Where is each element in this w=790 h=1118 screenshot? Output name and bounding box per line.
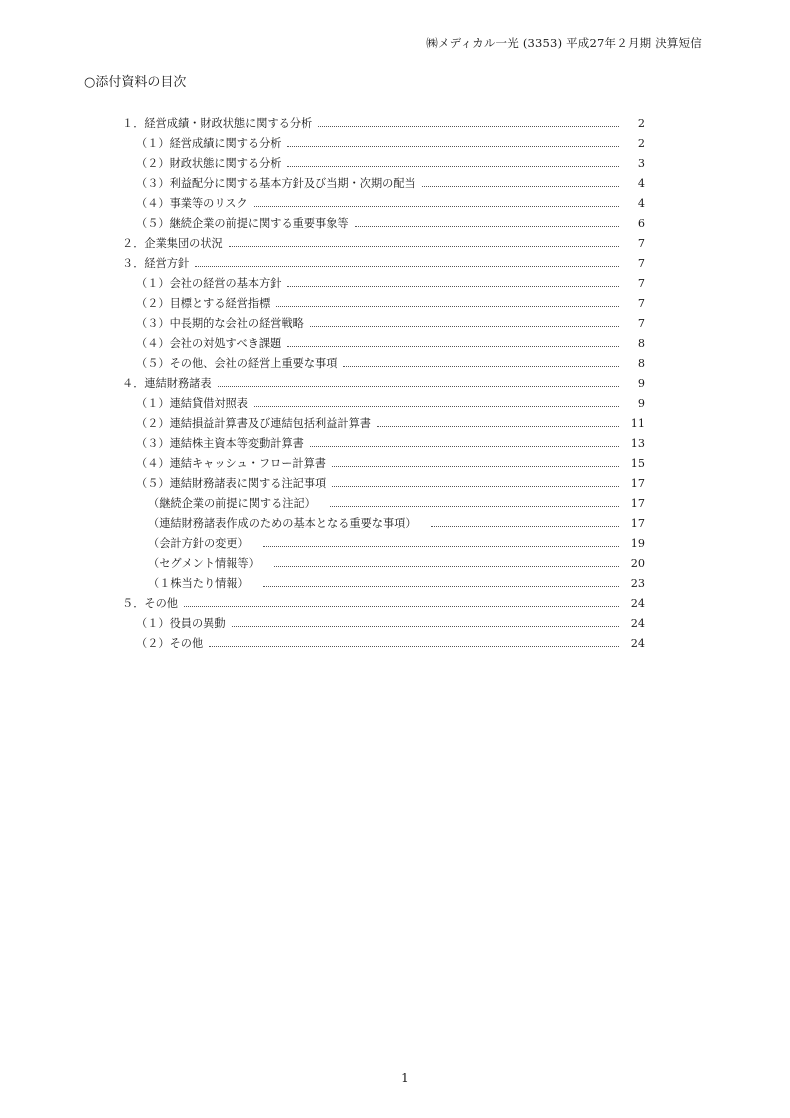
- toc-entry-section-3-2[interactable]: [0, 294, 790, 314]
- toc-entry-label: （２）その他: [136, 637, 204, 650]
- dot-leader: [218, 385, 619, 387]
- page-number: 1: [401, 1071, 409, 1085]
- toc-entry-section-3-5[interactable]: [0, 354, 790, 374]
- toc-entry-label: ５．その他: [122, 597, 178, 610]
- toc-entry-section-4-4[interactable]: [0, 454, 790, 474]
- toc-entry-note-segment-info[interactable]: [0, 554, 790, 574]
- toc-entry-label: （４）会社の対処すべき課題: [136, 337, 282, 350]
- toc-entry-note-per-share-info[interactable]: [0, 574, 790, 594]
- toc-entry-section-1-4[interactable]: [0, 194, 790, 214]
- toc-entry-page: 23: [630, 577, 645, 590]
- toc-entry-page: 20: [630, 557, 645, 570]
- dot-leader: [431, 525, 619, 527]
- toc-entry-note-accounting-policy-change[interactable]: [0, 534, 790, 554]
- dot-leader: [332, 465, 619, 467]
- toc-entry-note-going-concern[interactable]: [0, 494, 790, 514]
- dot-leader: [263, 585, 619, 587]
- toc-entry-label: （３）中長期的な会社の経営戦略: [136, 317, 304, 330]
- toc-entry-label: （１）経営成績に関する分析: [136, 137, 282, 150]
- dot-leader: [195, 265, 619, 267]
- dot-leader: [310, 325, 619, 327]
- toc-entry-label: （２）目標とする経営指標: [136, 297, 271, 310]
- dot-leader: [254, 405, 619, 407]
- toc-entry-label: （１）役員の異動: [136, 617, 226, 630]
- toc-entry-label: （５）その他、会社の経営上重要な事項: [136, 357, 338, 370]
- dot-leader: [332, 485, 619, 487]
- toc-entry-section-3[interactable]: [0, 254, 790, 274]
- toc-entry-note-basis-of-preparation[interactable]: [0, 514, 790, 534]
- dot-leader: [287, 345, 619, 347]
- dot-leader: [422, 185, 619, 187]
- toc-entry-label: ４．連結財務諸表: [122, 377, 212, 390]
- toc-entry-label: １．経営成績・財政状態に関する分析: [122, 117, 313, 130]
- toc-entry-section-4-3[interactable]: [0, 434, 790, 454]
- toc-entry-label: （４）事業等のリスク: [136, 197, 248, 210]
- toc-entry-section-3-3[interactable]: [0, 314, 790, 334]
- dot-leader: [287, 165, 619, 167]
- toc-entry-label: （セグメント情報等）: [148, 557, 260, 570]
- toc-entry-section-3-1[interactable]: [0, 274, 790, 294]
- dot-leader: [318, 125, 619, 127]
- toc-entry-section-2[interactable]: [0, 234, 790, 254]
- toc-entry-section-1-1[interactable]: [0, 134, 790, 154]
- toc-entry-label: ３．経営方針: [122, 257, 190, 270]
- toc-entry-page: 3: [637, 157, 645, 170]
- toc-entry-page: 15: [630, 457, 645, 470]
- toc-entry-page: 17: [630, 497, 645, 510]
- dot-leader: [263, 545, 619, 547]
- dot-leader: [310, 445, 619, 447]
- toc-entry-page: 4: [637, 197, 645, 210]
- dot-leader: [276, 305, 619, 307]
- document-header: ㈱メディカル一光 (3353) 平成27年２月期 決算短信: [426, 36, 702, 50]
- toc-entry-label: （３）連結株主資本等変動計算書: [136, 437, 304, 450]
- toc-entry-section-4-1[interactable]: [0, 394, 790, 414]
- toc-entry-page: 9: [637, 377, 645, 390]
- toc-entry-label: （１）会社の経営の基本方針: [136, 277, 282, 290]
- toc-entry-page: 2: [637, 137, 645, 150]
- toc-entry-page: 17: [630, 477, 645, 490]
- table-of-contents: [0, 114, 790, 654]
- dot-leader: [274, 565, 619, 567]
- toc-entry-label: （連結財務諸表作成のための基本となる重要な事項）: [148, 517, 417, 530]
- toc-entry-label: （３）利益配分に関する基本方針及び当期・次期の配当: [136, 177, 416, 190]
- toc-entry-page: 24: [630, 617, 645, 630]
- toc-entry-page: 6: [637, 217, 645, 230]
- toc-entry-page: 9: [637, 397, 645, 410]
- toc-entry-section-1-3[interactable]: [0, 174, 790, 194]
- toc-entry-page: 7: [637, 237, 645, 250]
- toc-entry-section-4[interactable]: [0, 374, 790, 394]
- toc-entry-page: 24: [630, 637, 645, 650]
- toc-entry-section-5-1[interactable]: [0, 614, 790, 634]
- dot-leader: [209, 645, 619, 647]
- dot-leader: [254, 205, 619, 207]
- toc-entry-page: 7: [637, 257, 645, 270]
- toc-entry-page: 8: [637, 337, 645, 350]
- toc-entry-section-4-2[interactable]: [0, 414, 790, 434]
- toc-entry-label: （継続企業の前提に関する注記）: [148, 497, 316, 510]
- toc-entry-label: （会計方針の変更）: [148, 537, 249, 550]
- toc-entry-page: 19: [630, 537, 645, 550]
- toc-entry-label: ２．企業集団の状況: [122, 237, 223, 250]
- toc-entry-section-1-5[interactable]: [0, 214, 790, 234]
- dot-leader: [232, 625, 619, 627]
- toc-entry-page: 13: [630, 437, 645, 450]
- toc-entry-label: （１株当たり情報）: [148, 577, 249, 590]
- dot-leader: [229, 245, 619, 247]
- dot-leader: [355, 225, 619, 227]
- toc-entry-section-5-2[interactable]: [0, 634, 790, 654]
- toc-entry-page: 7: [637, 297, 645, 310]
- dot-leader: [287, 145, 619, 147]
- dot-leader: [377, 425, 619, 427]
- dot-leader: [287, 285, 619, 287]
- toc-entry-page: 24: [630, 597, 645, 610]
- toc-entry-section-4-5[interactable]: [0, 474, 790, 494]
- toc-entry-section-1[interactable]: [0, 114, 790, 134]
- toc-entry-page: 2: [637, 117, 645, 130]
- dot-leader: [184, 605, 619, 607]
- toc-entry-page: 7: [637, 277, 645, 290]
- toc-entry-section-3-4[interactable]: [0, 334, 790, 354]
- dot-leader: [343, 365, 619, 367]
- toc-entry-page: 11: [630, 417, 645, 430]
- toc-entry-label: （２）連結損益計算書及び連結包括利益計算書: [136, 417, 371, 430]
- toc-entry-page: 7: [637, 317, 645, 330]
- toc-entry-label: （５）連結財務諸表に関する注記事項: [136, 477, 327, 490]
- toc-entry-label: （２）財政状態に関する分析: [136, 157, 282, 170]
- toc-entry-label: （４）連結キャッシュ・フロー計算書: [136, 457, 326, 470]
- toc-entry-section-5[interactable]: [0, 594, 790, 614]
- toc-entry-page: 4: [637, 177, 645, 190]
- toc-entry-label: （１）連結貸借対照表: [136, 397, 248, 410]
- toc-entry-section-1-2[interactable]: [0, 154, 790, 174]
- toc-entry-page: 17: [630, 517, 645, 530]
- toc-title: ○添付資料の目次: [84, 75, 187, 90]
- toc-entry-page: 8: [637, 357, 645, 370]
- toc-entry-label: （５）継続企業の前提に関する重要事象等: [136, 217, 349, 230]
- dot-leader: [330, 505, 619, 507]
